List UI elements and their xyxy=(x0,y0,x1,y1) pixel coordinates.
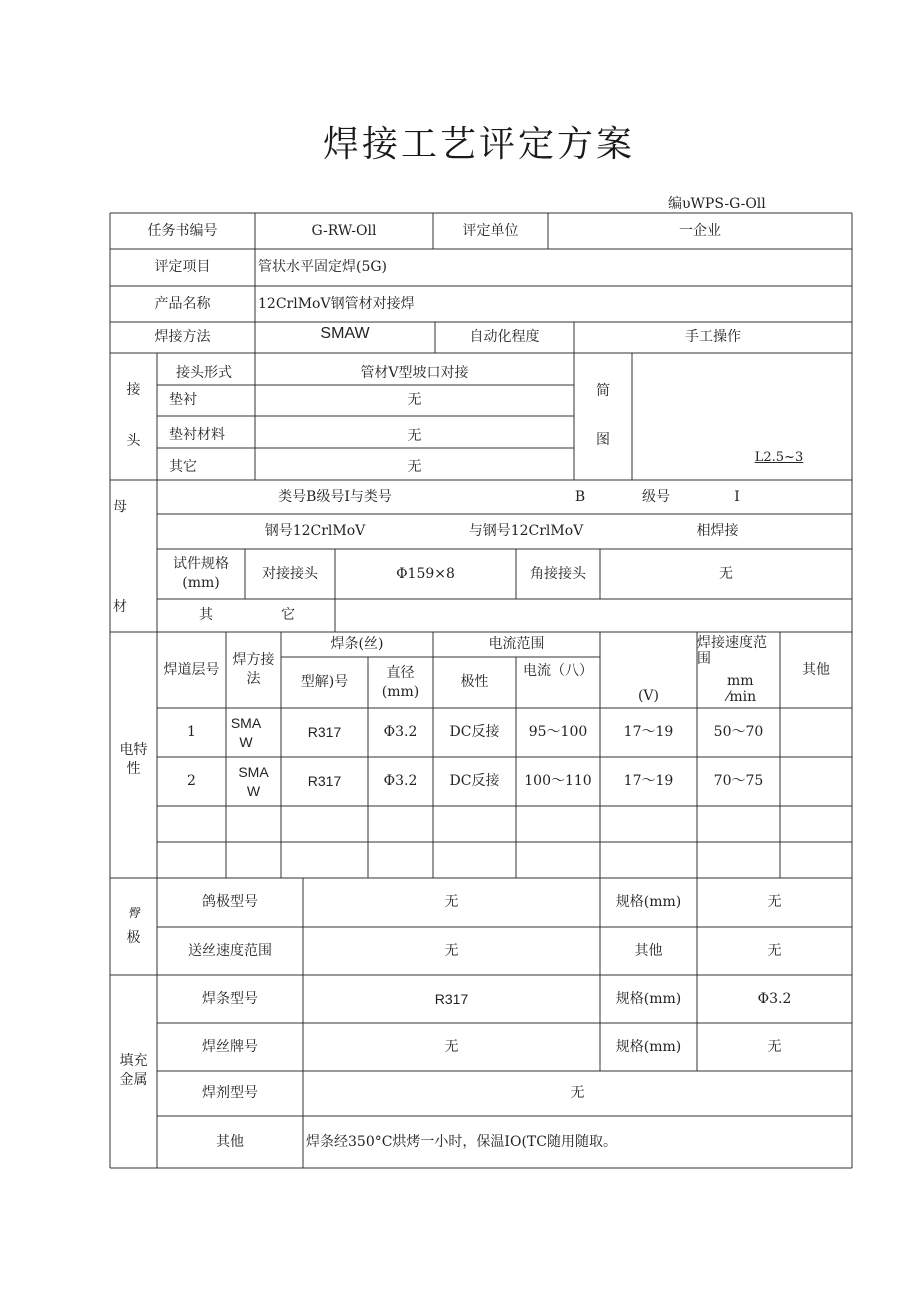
flux-model-value: 无 xyxy=(570,1085,585,1102)
row1-model: R317 xyxy=(307,724,342,741)
unit-label: 评定单位 xyxy=(462,222,519,239)
backing-label: 垫衬 xyxy=(169,392,197,409)
butt-joint-label: 对接接头 xyxy=(262,565,318,582)
rod-model-label: 焊条型号 xyxy=(202,990,258,1007)
row2-model: R317 xyxy=(307,773,342,790)
header-speed-line4: ⁄min xyxy=(727,689,757,706)
base-class-i: I xyxy=(734,488,740,505)
sketch-label-bottom: 图 xyxy=(596,431,610,448)
row1-speed: 50～70 xyxy=(713,724,764,741)
header-polarity: 极性 xyxy=(460,674,489,691)
tungsten-value: 无 xyxy=(444,894,459,911)
electrical-group-label xyxy=(110,730,157,790)
row2-method-line1: SMA xyxy=(238,763,269,780)
header-wire: 焊条(丝) xyxy=(330,636,384,653)
header-method xyxy=(226,632,281,708)
row1-other xyxy=(780,708,852,757)
row2-layer: 2 xyxy=(187,773,196,790)
task-no-label: 任务书编号 xyxy=(147,222,218,239)
wire-spec-label: 规格(mm) xyxy=(615,1038,682,1055)
row1-method-line1: SMA xyxy=(230,714,262,731)
header-method-line1: 焊方接 xyxy=(232,652,275,669)
header-voltage: (V) xyxy=(637,688,660,705)
electrode-group-label-top: 臀 xyxy=(127,905,140,920)
base-other-label-1: 其 xyxy=(199,607,213,624)
filler-other-value: 焊条经350°C烘烤一小时，保温IO(TC随用随取。 xyxy=(306,1133,617,1150)
filler-group-label-line2: 金属 xyxy=(119,1072,148,1088)
wire-brand-label: 焊丝牌号 xyxy=(202,1038,258,1055)
base-other-label-2: 它 xyxy=(281,607,295,624)
butt-joint-value: Φ159×8 xyxy=(396,565,455,582)
row2-speed: 70～75 xyxy=(713,773,764,790)
page-title: 焊接工艺评定方案 xyxy=(322,124,635,165)
header-speed-line3: mm xyxy=(727,673,754,690)
specimen-spec-label xyxy=(157,549,245,599)
backing-value: 无 xyxy=(407,392,422,409)
row2-method-line2: W xyxy=(246,782,261,799)
electrical-group-label-line2: 性 xyxy=(126,761,141,777)
rod-model-value: R317 xyxy=(434,990,469,1007)
base-class-b: B xyxy=(574,488,586,505)
joint-form-value: 管材V型坡口对接 xyxy=(360,364,469,381)
header-layer: 焊道层号 xyxy=(163,661,220,678)
row2-current: 100～110 xyxy=(524,773,592,790)
rod-spec-value: Φ3.2 xyxy=(757,990,792,1007)
rod-spec-label: 规格(mm) xyxy=(615,990,682,1007)
row1-diameter: Φ3.2 xyxy=(383,724,418,741)
electrical-group-label-line1: 电特 xyxy=(119,742,148,759)
base-group-label-top: 母 xyxy=(113,498,127,515)
fillet-joint-label: 角接接头 xyxy=(530,565,586,582)
electrode-other-value: 无 xyxy=(767,942,782,959)
filler-group-label xyxy=(110,1045,157,1097)
base-class-text: 类号B级号I与类号 xyxy=(278,488,392,505)
joint-group-label-bottom: 头 xyxy=(126,432,141,449)
header-speed-line1: 焊接速度范 xyxy=(697,635,767,651)
flux-model-label: 焊剂型号 xyxy=(202,1085,258,1102)
joint-form-label: 接头形式 xyxy=(176,364,232,381)
automation-label: 自动化程度 xyxy=(469,329,540,346)
filler-group-label-line1: 填充 xyxy=(119,1053,148,1070)
tungsten-spec-label: 规格(mm) xyxy=(615,894,682,911)
row2-polarity: DC反接 xyxy=(449,773,500,790)
fillet-joint-value: 无 xyxy=(719,565,733,582)
tungsten-spec-value: 无 xyxy=(767,894,782,911)
row2-other xyxy=(780,757,852,806)
header-method-line2: 法 xyxy=(246,671,261,687)
row1-current: 95～100 xyxy=(528,724,588,741)
base-group-label-bottom: 材 xyxy=(113,598,127,615)
header-current: 电流（八） xyxy=(523,662,593,679)
sketch-label-top: 简 xyxy=(596,382,610,399)
item-label: 评定项目 xyxy=(154,259,211,276)
electrode-group-label-bottom: 极 xyxy=(126,929,141,946)
unit-value: 一企业 xyxy=(679,222,721,239)
wire-brand-value: 无 xyxy=(444,1038,459,1055)
filler-other-label: 其他 xyxy=(216,1133,244,1150)
joint-other-label: 其它 xyxy=(169,459,197,476)
steel-grade-1: 钢号12CrlMoV xyxy=(264,523,366,540)
row2-voltage: 17～19 xyxy=(623,773,674,790)
feed-speed-label: 送丝速度范围 xyxy=(188,942,272,959)
base-class-grade: 级号 xyxy=(642,488,670,505)
document-number: 编υWPS-G-Oll xyxy=(668,196,766,212)
row1-method-line2: W xyxy=(239,733,253,750)
method-label: 焊接方法 xyxy=(154,329,211,346)
automation-value: 手工操作 xyxy=(685,329,741,346)
feed-speed-value: 无 xyxy=(444,942,459,959)
header-diameter-line1: 直径 xyxy=(386,664,415,681)
header-current-range: 电流范围 xyxy=(488,636,545,653)
item-value: 管状水平固定焊(5G) xyxy=(258,259,388,276)
method-value: SMAW xyxy=(320,324,370,342)
wire-spec-value: 无 xyxy=(767,1038,782,1055)
header-speed-line2: 围 xyxy=(697,651,711,668)
header-speed xyxy=(697,632,780,708)
header-diameter-line2: (mm) xyxy=(381,683,420,700)
steel-weld-text: 相焊接 xyxy=(696,523,739,540)
header-diameter xyxy=(368,657,433,708)
row1-layer: 1 xyxy=(187,724,196,741)
backing-material-value: 无 xyxy=(407,427,422,444)
row1-voltage: 17～19 xyxy=(623,724,674,741)
specimen-spec-label-line1: 试件规格 xyxy=(173,556,229,573)
task-no-value: G-RW-Oll xyxy=(311,222,377,239)
row2-diameter: Φ3.2 xyxy=(383,773,418,790)
header-model: 型解)号 xyxy=(300,674,349,691)
row2-method xyxy=(226,757,281,806)
product-value: 12CrlMoV钢管材对接焊 xyxy=(258,295,415,312)
sketch-note: L2.5~3 xyxy=(754,450,804,466)
header-other: 其他 xyxy=(802,661,830,678)
steel-grade-2: 与钢号12CrlMoV xyxy=(468,523,584,540)
row1-method xyxy=(226,708,266,757)
row1-polarity: DC反接 xyxy=(449,724,500,741)
backing-material-label: 垫衬材料 xyxy=(169,427,225,444)
electrode-other-label: 其他 xyxy=(634,942,663,959)
specimen-spec-label-line2: (mm) xyxy=(182,575,220,591)
joint-group-label-top: 接 xyxy=(126,381,141,398)
joint-other-value: 无 xyxy=(407,459,422,476)
tungsten-label: 鸽极型号 xyxy=(202,894,258,911)
product-label: 产品名称 xyxy=(154,295,211,312)
